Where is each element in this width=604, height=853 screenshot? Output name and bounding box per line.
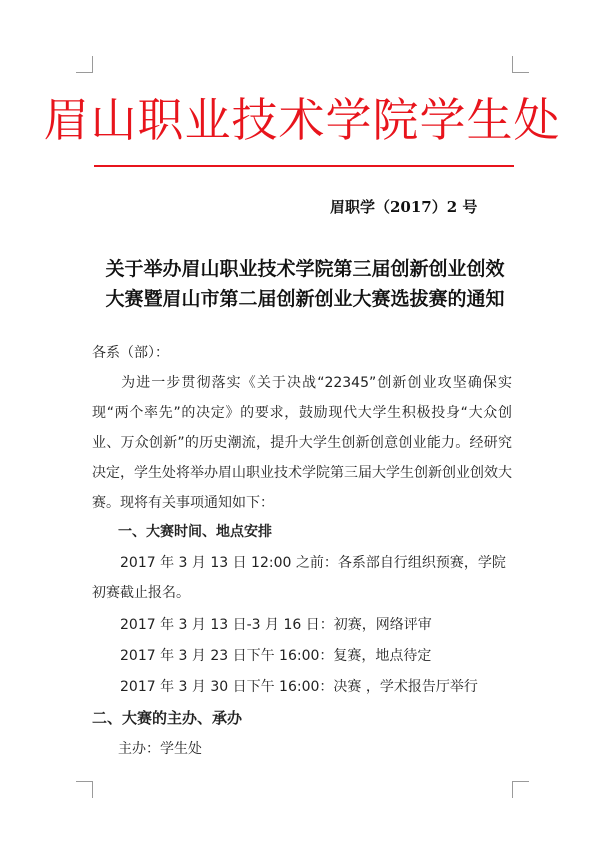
schedule-item-text: 2017 年 3 月 23 日下午 16:00：复赛，地点待定 (120, 648, 432, 664)
letterhead-divider (94, 165, 514, 167)
notice-title-line-1: 关于举办眉山职业技术学院第三届创新创业创效 (105, 258, 505, 280)
salutation: 各系（部）： (92, 345, 169, 361)
crop-mark-top-left (76, 56, 93, 73)
schedule-item (92, 672, 512, 702)
schedule-item (92, 610, 512, 640)
schedule-item-text: 2017 年 3 月 30 日下午 16:00：决赛 ，学术报告厅举行 (120, 679, 478, 695)
crop-mark-bottom-left (76, 781, 93, 798)
crop-mark-top-right (512, 56, 529, 73)
document-number: 眉职学（2017）2 号 (330, 198, 478, 216)
organizer-line: 主办：学生处 (118, 741, 202, 757)
letterhead-title: 眉山职业技术学院学生处 (43, 93, 561, 147)
section-1-heading: 一、大赛时间、地点安排 (118, 524, 272, 540)
intro-text: 为进一步贯彻落实《关于决战“22345”创新创业攻坚确保实现“两个率先”的决定》的要求，鼓励现代大学生积极投身“大众创业、万众创新”的历史潮流，提升大学生创新创意创业能力。经研究决定，学生处将举办眉山职业技术学院第三届大学生创新创业创效大赛。现将有关事项通知如下： (92, 375, 512, 511)
crop-mark-bottom-right (512, 781, 529, 798)
schedule-item (92, 641, 512, 671)
schedule-item-text: 2017 年 3 月 13 日-3 月 16 日：初赛，网络评审 (120, 617, 432, 633)
schedule-item (92, 548, 512, 608)
intro-paragraph (92, 368, 512, 518)
schedule-item-text: 2017 年 3 月 13 日 12:00 之前：各系部自行组织预赛，学院初赛截止报名。 (92, 555, 506, 601)
notice-title (90, 254, 520, 314)
notice-title-line-2: 大赛暨眉山市第二届创新创业大赛选拔赛的通知 (105, 288, 505, 310)
section-2-heading: 二、大赛的主办、承办 (92, 709, 243, 727)
